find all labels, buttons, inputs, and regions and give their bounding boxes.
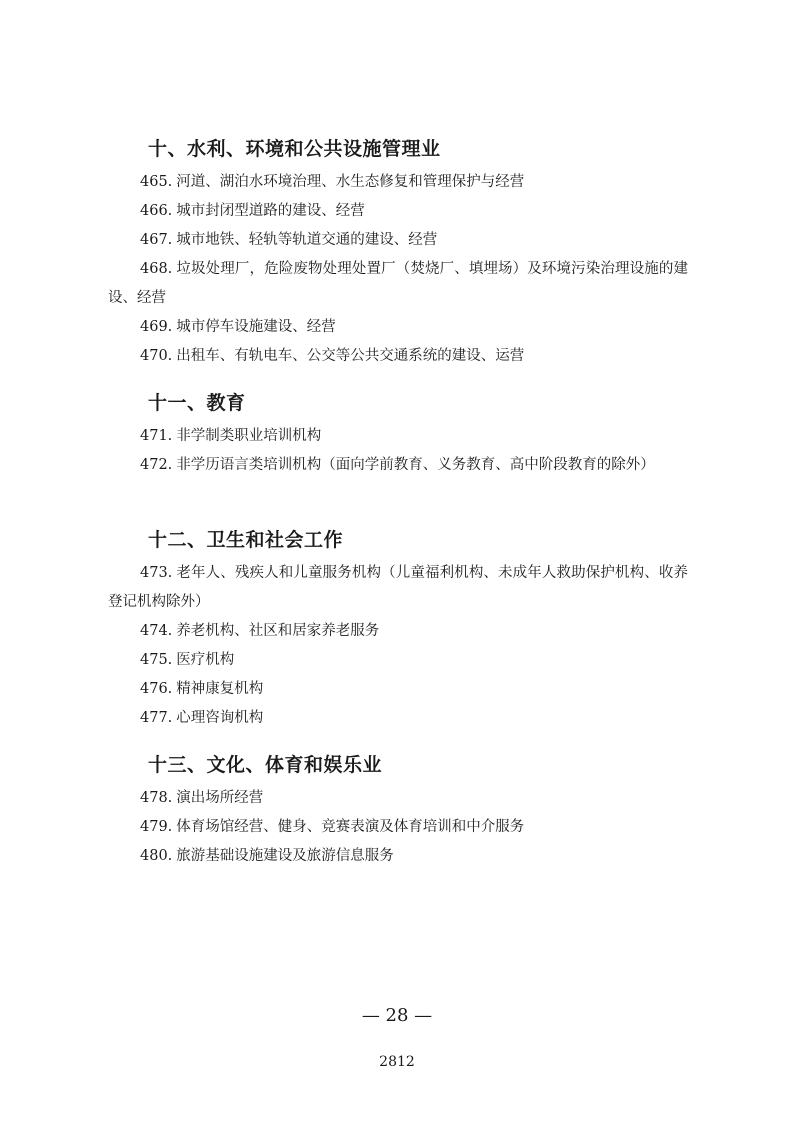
item-text: 医疗机构: [176, 652, 235, 668]
item-number: 474.: [140, 623, 173, 639]
section-water-environment: [108, 136, 688, 371]
item-number: 477.: [140, 710, 173, 726]
list-item: [108, 342, 688, 371]
item-text: 城市地铁、轻轨等轨道交通的建设、经营: [176, 232, 438, 248]
document-number: 2812: [379, 1054, 415, 1070]
list-item: [108, 451, 688, 480]
list-item: [108, 559, 688, 617]
list-item: [108, 197, 688, 226]
list-item: [108, 704, 688, 733]
list-item: [108, 313, 688, 342]
item-text: 非学制类职业培训机构: [176, 428, 322, 444]
item-text: 垃圾处理厂，危险废物处理处置厂（焚烧厂、填埋场）及环境污染治理设施的建设、经营: [108, 261, 688, 306]
item-number: 478.: [140, 790, 173, 806]
list-item: [108, 784, 688, 813]
item-number: 475.: [140, 652, 173, 668]
list-item: [108, 842, 688, 871]
section-health-social-work: [108, 527, 688, 733]
item-text: 河道、湖泊水环境治理、水生态修复和管理保护与经营: [176, 174, 525, 190]
item-number: 465.: [140, 174, 173, 190]
item-number: 472.: [140, 457, 173, 473]
item-number: 473.: [140, 565, 173, 581]
section-heading: 十、水利、环境和公共设施管理业: [148, 138, 441, 160]
section-heading: 十一、教育: [148, 392, 246, 414]
section-heading: 十二、卫生和社会工作: [148, 529, 344, 551]
item-number: 469.: [140, 319, 173, 335]
item-text: 体育场馆经营、健身、竞赛表演及体育培训和中介服务: [176, 819, 525, 835]
item-number: 466.: [140, 203, 173, 219]
section-education: [108, 390, 688, 480]
item-number: 467.: [140, 232, 173, 248]
list-item: [108, 646, 688, 675]
list-item: [108, 168, 688, 197]
item-text: 演出场所经营: [176, 790, 264, 806]
item-text: 心理咨询机构: [176, 710, 264, 726]
list-item: [108, 617, 688, 646]
item-number: 468.: [140, 261, 173, 277]
list-item: [108, 226, 688, 255]
item-text: 城市停车设施建设、经营: [176, 319, 336, 335]
item-text: 出租车、有轨电车、公交等公共交通系统的建设、运营: [176, 348, 525, 364]
item-text: 非学历语言类培训机构（面向学前教育、义务教育、高中阶段教育的除外）: [176, 457, 655, 473]
item-number: 470.: [140, 348, 173, 364]
item-text: 旅游基础设施建设及旅游信息服务: [176, 848, 394, 864]
item-text: 城市封闭型道路的建设、经营: [176, 203, 365, 219]
item-number: 476.: [140, 681, 173, 697]
page-number: — 28 —: [361, 1005, 433, 1026]
list-item: [108, 813, 688, 842]
list-item: [108, 675, 688, 704]
item-number: 471.: [140, 428, 173, 444]
item-text: 老年人、残疾人和儿童服务机构（儿童福利机构、未成年人救助保护机构、收养登记机构除外）: [108, 565, 688, 610]
item-text: 精神康复机构: [176, 681, 264, 697]
item-number: 479.: [140, 819, 173, 835]
list-item: [108, 255, 688, 313]
section-culture-sports-entertainment: [108, 752, 688, 871]
list-item: [108, 422, 688, 451]
item-number: 480.: [140, 848, 173, 864]
section-heading: 十三、文化、体育和娱乐业: [148, 754, 383, 776]
item-text: 养老机构、社区和居家养老服务: [176, 623, 380, 639]
